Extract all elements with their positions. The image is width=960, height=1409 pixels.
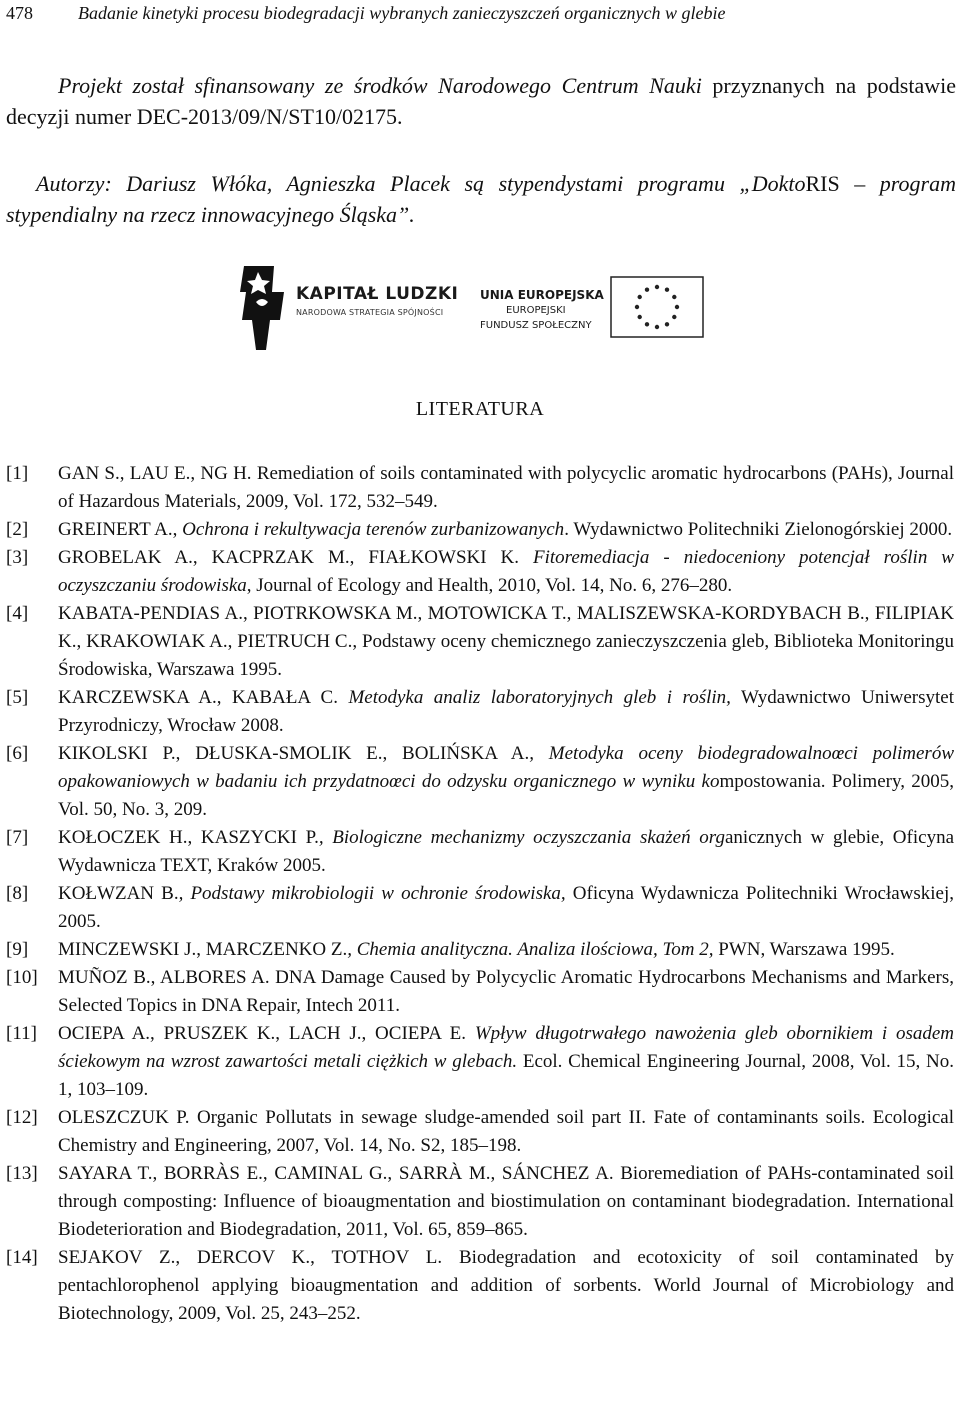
reference-details: , Journal of Ecology and Health, 2010, Vol. 14, No. 6, 276–280. bbox=[246, 575, 733, 596]
reference-authors: KOŁOCZEK H., KASZYCKI P. bbox=[58, 827, 319, 848]
reference-authors: SAYARA T., BORRÀS E., CAMINAL G., SARRÀ M., SÁNCHEZ A. bbox=[58, 1163, 614, 1184]
funding-logos bbox=[236, 262, 706, 358]
kapital-ludzki-text bbox=[296, 284, 458, 317]
authors-upright: RIS bbox=[805, 171, 840, 196]
reference-title-italic: , Podstawy mikrobiologii w ochronie środowiska, bbox=[178, 883, 566, 904]
eu-star-icon bbox=[655, 285, 659, 289]
reference-item bbox=[6, 824, 954, 880]
reference-authors: MINCZEWSKI J., MARCZENKO Z. bbox=[58, 939, 348, 960]
eu-star-icon bbox=[638, 295, 642, 299]
running-header bbox=[6, 2, 950, 24]
reference-title-italic: Wpływ długotrwałego nawożenia gleb obornikiem i osadem ściekowym na wzrost zawartości metali ciężkich w glebach. bbox=[58, 1023, 954, 1072]
reference-authors: SEJAKOV Z., DERCOV K., TOTHOV L. bbox=[58, 1247, 443, 1268]
reference-number: [13] bbox=[6, 1163, 38, 1184]
reference-number: [14] bbox=[6, 1247, 38, 1268]
funding-italic: Projekt został sfinansowany ze środków Narodowego Centrum Nauki bbox=[58, 73, 702, 98]
reference-details: Oficyna Wydawnicza Politechniki Wrocławskiej, 2005. bbox=[58, 883, 955, 932]
eu-star-icon bbox=[635, 305, 639, 309]
reference-details: PWN, Warszawa 1995. bbox=[713, 939, 895, 960]
reference-details: DNA Damage Caused by Polycyclic Aromatic Hydrocarbons Mechanisms and Markers, Selected Topics in DNA Repair, Intech 2011. bbox=[58, 967, 954, 1016]
reference-number: [2] bbox=[6, 519, 29, 540]
reference-number: [4] bbox=[6, 603, 29, 624]
eu-star-icon bbox=[675, 305, 679, 309]
reference-authors: KOŁWZAN B. bbox=[58, 883, 179, 904]
reference-authors: KABATA-PENDIAS A., PIOTRKOWSKA M., MOTOWICKA T., MALISZEWSKA-KORDYBACH B., FILIPIAK K., KRAKOWIAK A., PIETRUCH C. bbox=[58, 603, 954, 652]
reference-item bbox=[6, 964, 954, 1020]
running-title: Badanie kinetyki procesu biodegradacji wybranych zanieczyszczeń organicznych w glebie bbox=[78, 3, 726, 23]
reference-number: [10] bbox=[6, 967, 38, 988]
authors-rest: – program stypendialny na rzecz innowacyjnego Śląska”. bbox=[6, 171, 956, 227]
reference-number: [7] bbox=[6, 827, 29, 848]
reference-list bbox=[6, 460, 954, 1328]
reference-item bbox=[6, 684, 954, 740]
kapital-ludzki-logo-icon bbox=[236, 262, 291, 354]
reference-number: [5] bbox=[6, 687, 29, 708]
kapital-ludzki-title: KAPITAŁ LUDZKI bbox=[296, 284, 459, 304]
reference-item bbox=[6, 740, 954, 824]
literature-heading: LITERATURA bbox=[415, 398, 545, 420]
reference-item bbox=[6, 880, 954, 936]
reference-authors: GROBELAK A., KACPRZAK M., FIAŁKOWSKI K. bbox=[58, 547, 520, 568]
reference-details: , Podstawy oceny chemicznego zanieczyszczenia gleb, Biblioteka Monitoringu Środowiska, Warszawa 1995. bbox=[58, 631, 954, 680]
eu-star-icon bbox=[672, 315, 676, 319]
reference-authors: OCIEPA A., PRUSZEK K., LACH J., OCIEPA E. bbox=[58, 1023, 467, 1044]
reference-number: [3] bbox=[6, 547, 29, 568]
reference-details: Biodegradation and ecotoxicity of soil contaminated by pentachlorophenol applying bioaugmentation and addition of sorbents. World Journal of Microbiology and Biotechnology, 2009, Vol. 25, 243–252. bbox=[58, 1247, 954, 1324]
reference-item bbox=[6, 936, 954, 964]
reference-title-italic: , Metodyka oceny biodegradowalnoœci polimerów opakowaniowych w badaniu ich przydatnoœci do odzysku organicznego w wyniku ko bbox=[58, 743, 954, 792]
reference-details: . Wydawnictwo Politechniki Zielonogórskiej 2000. bbox=[564, 519, 953, 540]
authors-italic: Autorzy: Dariusz Włóka, Agnieszka Placek są stypendystami programu „Dokto bbox=[36, 171, 806, 196]
reference-details: Wydawnictwo Uniwersytet Przyrodniczy, Wrocław 2008. bbox=[58, 687, 955, 736]
eu-star-icon bbox=[672, 295, 676, 299]
reference-details: mpostowania. Polimery, 2005, Vol. 50, No. 3, 209. bbox=[58, 771, 955, 820]
reference-title-italic: Ochrona i rekultywacja terenów zurbanizowanych bbox=[177, 519, 565, 540]
authors-note bbox=[6, 168, 956, 230]
eu-star-icon bbox=[655, 325, 659, 329]
reference-item bbox=[6, 600, 954, 684]
reference-title-italic: , Chemia analityczna. Analiza ilościowa, Tom 2, bbox=[347, 939, 714, 960]
reference-details: anicznych w glebie, Oficyna Wydawnicza TEXT, Kraków 2005. bbox=[58, 827, 955, 876]
eu-line-1: UNIA EUROPEJSKA bbox=[480, 288, 604, 302]
reference-authors: MUÑOZ B., ALBORES A. bbox=[58, 967, 270, 988]
reference-title-italic: , Biologiczne mechanizmy oczyszczania skażeń org bbox=[318, 827, 725, 848]
eu-star-icon bbox=[645, 288, 649, 292]
reference-title-italic: Fitoremediacja - niedoceniony potencjał roślin w oczyszczaniu środowiska bbox=[58, 547, 954, 596]
reference-item bbox=[6, 1020, 954, 1104]
reference-number: [6] bbox=[6, 743, 29, 764]
reference-title-italic: Metodyka analiz laboratoryjnych gleb i roślin, bbox=[337, 687, 731, 708]
funding-rest: przyznanych na podstawie decyzji numer DEC-2013/09/N/ST10/02175. bbox=[6, 73, 956, 129]
reference-details: Organic Pollutats in sewage sludge-amended soil part II. Fate of contaminants soils. Ecological Chemistry and Engineering, 2007, Vol. 14, No. S2, 185–198. bbox=[58, 1107, 954, 1156]
reference-item bbox=[6, 460, 954, 516]
reference-number: [12] bbox=[6, 1107, 38, 1128]
eu-flag-icon bbox=[610, 276, 704, 338]
eu-star-icon bbox=[638, 315, 642, 319]
eu-star-icon bbox=[665, 322, 669, 326]
reference-item bbox=[6, 1104, 954, 1160]
page-number: 478 bbox=[6, 3, 33, 23]
reference-item bbox=[6, 1160, 954, 1244]
reference-number: [8] bbox=[6, 883, 29, 904]
reference-details: Remediation of soils contaminated with polycyclic aromatic hydrocarbons (PAHs), Journal of Hazardous Materials, 2009, Vol. 172, 532–549. bbox=[58, 463, 954, 512]
kapital-ludzki-subtitle: NARODOWA STRATEGIA SPÓJNOŚCI bbox=[296, 308, 444, 317]
eu-line-2: EUROPEJSKI bbox=[506, 305, 566, 316]
eu-star-icon bbox=[645, 322, 649, 326]
eu-fund-text bbox=[480, 288, 604, 333]
reference-item bbox=[6, 516, 954, 544]
reference-authors: KARCZEWSKA A., KABAŁA C. bbox=[58, 687, 338, 708]
reference-item bbox=[6, 1244, 954, 1328]
reference-number: [11] bbox=[6, 1023, 37, 1044]
reference-details: Bioremediation of PAHs-contaminated soil through composting: Influence of bioaugmentation and biostimulation on contaminant biodegradation. International Biodeterioration and Biodegradation, 2011, Vol. 65, 859–865. bbox=[58, 1163, 954, 1240]
eu-star-icon bbox=[665, 288, 669, 292]
eu-line-3: FUNDUSZ SPOŁECZNY bbox=[480, 320, 592, 331]
reference-authors: GAN S., LAU E., NG H. bbox=[58, 463, 252, 484]
reference-authors: GREINERT A., bbox=[58, 519, 178, 540]
funding-note bbox=[6, 70, 956, 132]
reference-number: [9] bbox=[6, 939, 29, 960]
reference-number: [1] bbox=[6, 463, 29, 484]
reference-details: Ecol. Chemical Engineering Journal, 2008, Vol. 15, No. 1, 103–109. bbox=[58, 1051, 954, 1100]
reference-authors: KIKOLSKI P., DŁUSKA-SMOLIK E., BOLIŃSKA A. bbox=[58, 743, 530, 764]
reference-item bbox=[6, 544, 954, 600]
reference-authors: OLESZCZUK P. bbox=[58, 1107, 190, 1128]
